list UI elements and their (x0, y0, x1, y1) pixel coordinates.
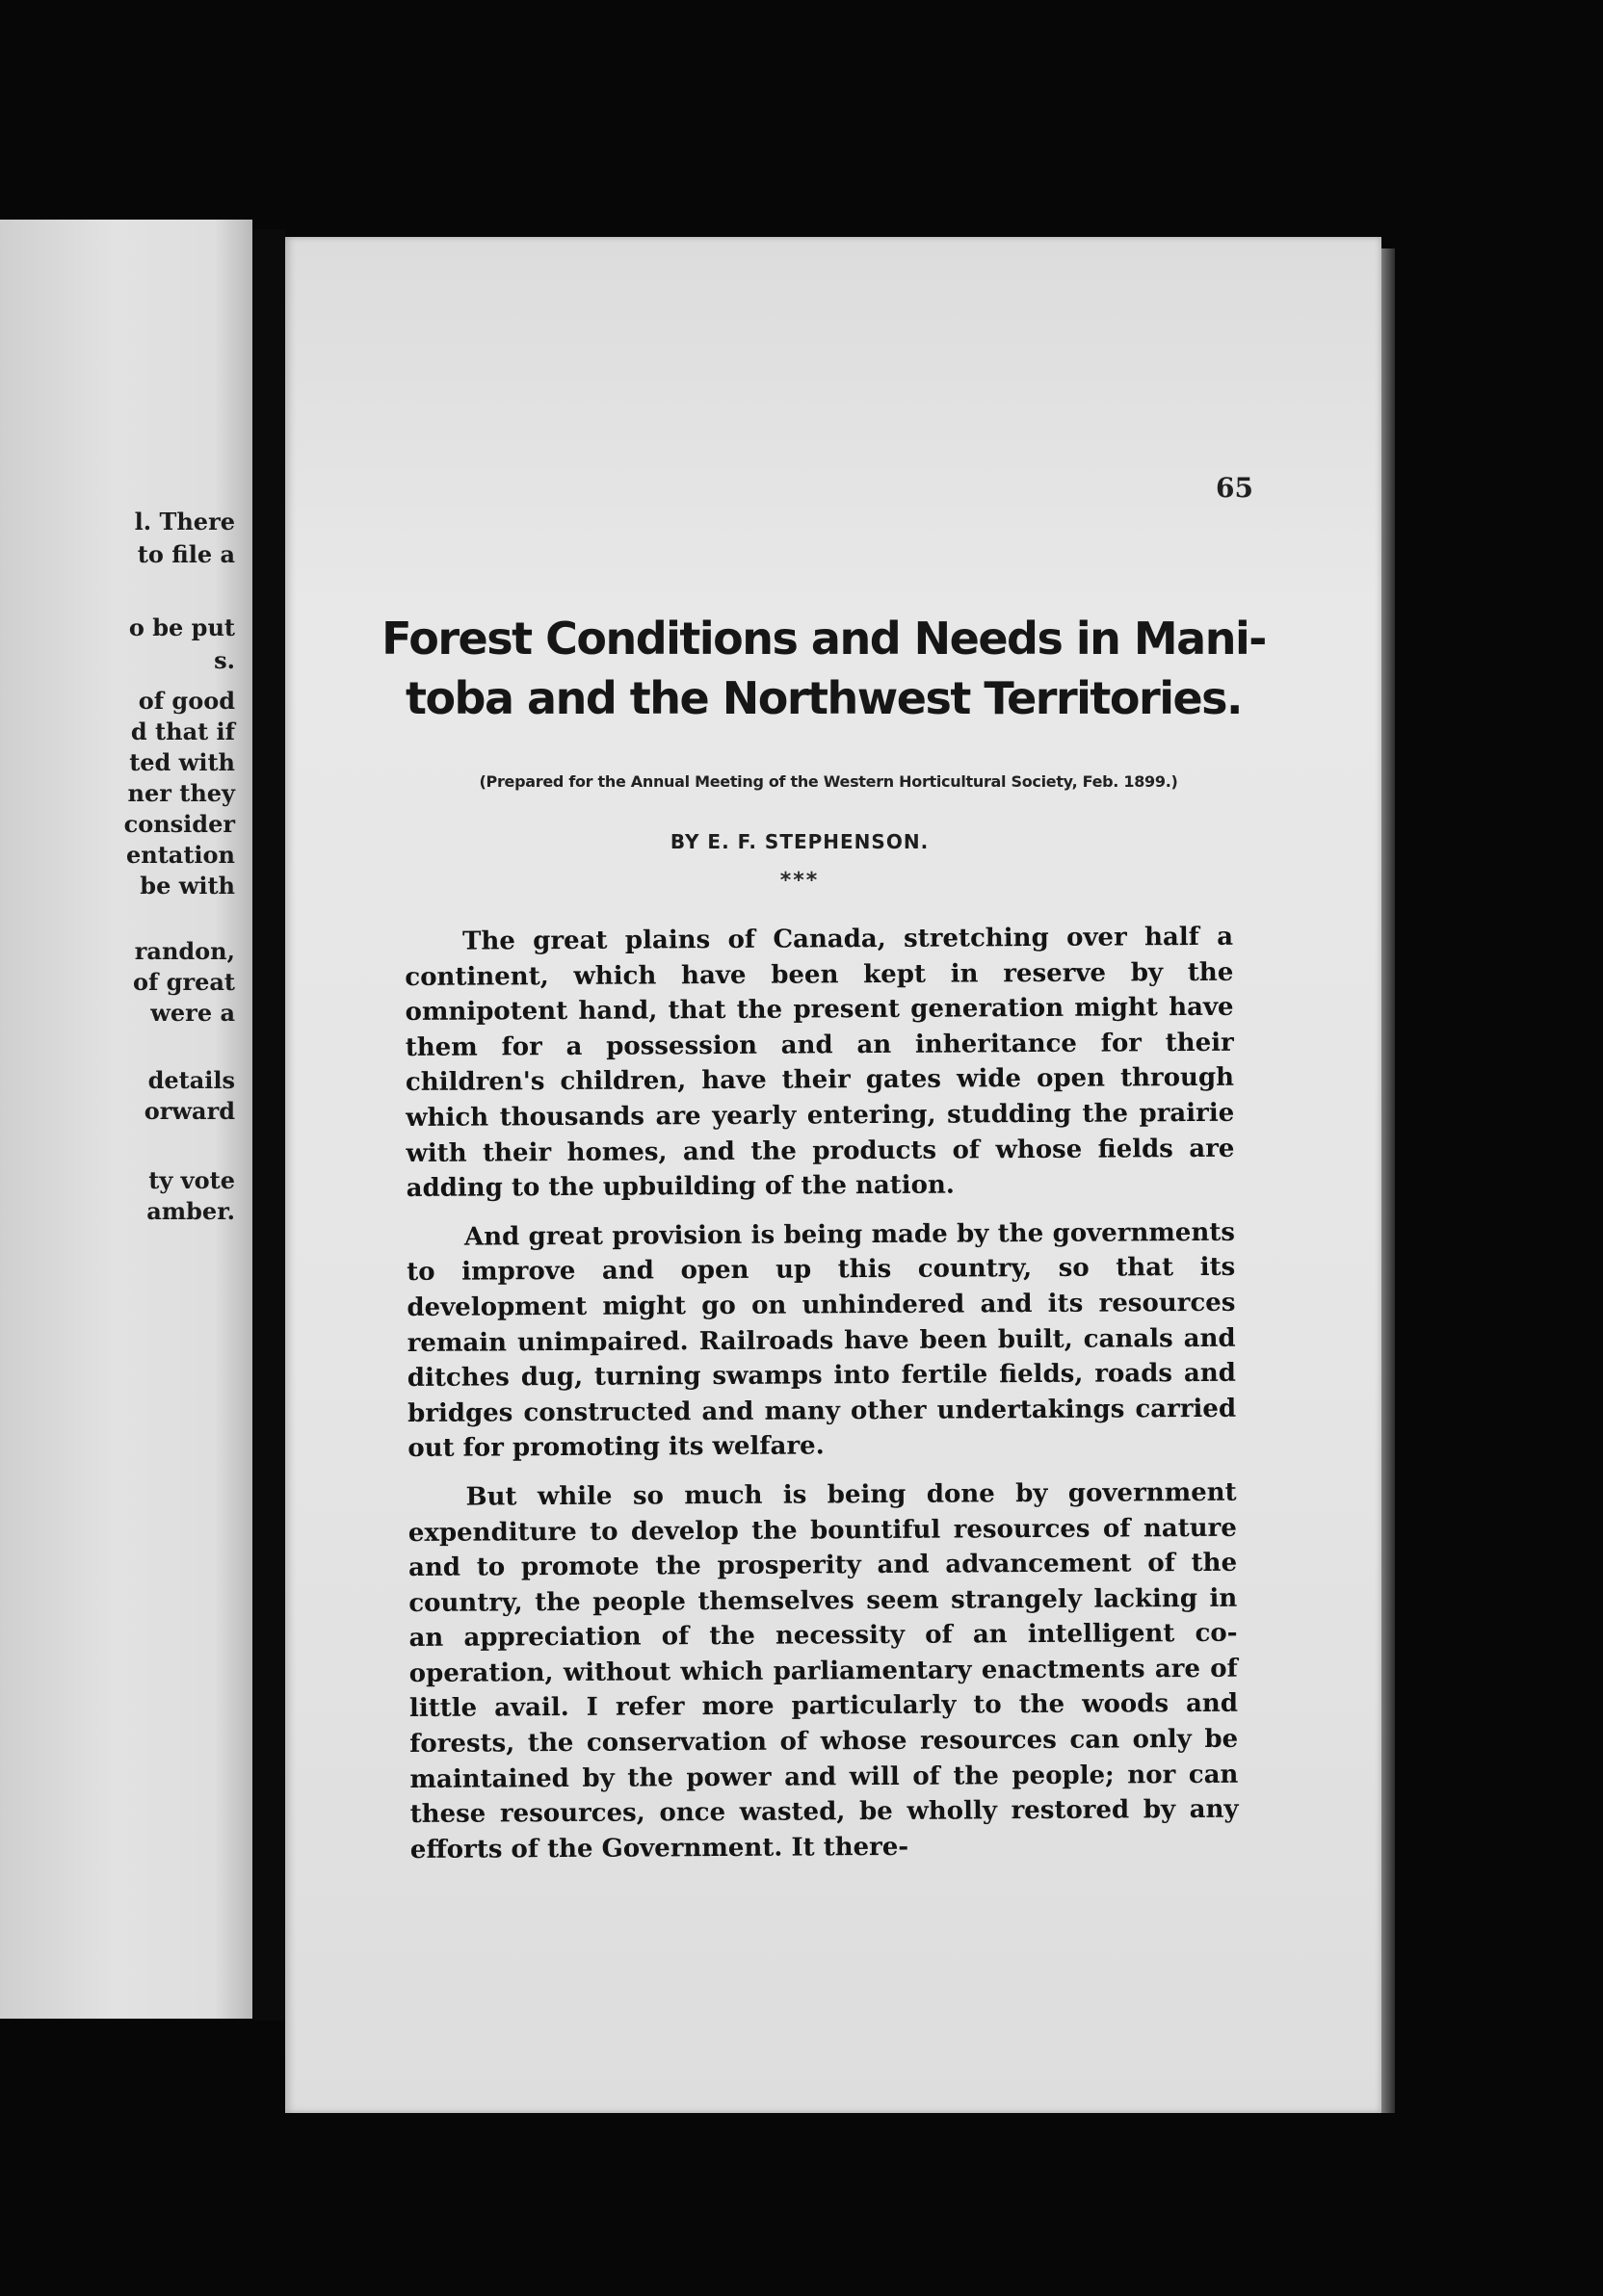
left-page-text-fragment: of great (132, 968, 235, 996)
left-page-text-fragment: l. There (134, 508, 235, 535)
left-page-text-fragment: of good (138, 687, 235, 715)
left-page-text-fragment: o be put (128, 613, 235, 641)
section-ornament: *** (779, 869, 820, 893)
title-line-1: Forest Conditions and Needs in Mani- (381, 613, 1266, 665)
left-page-text-fragment: amber. (146, 1197, 235, 1225)
book-gutter (252, 229, 285, 2021)
left-page-text-fragment: orward (144, 1097, 235, 1125)
left-page-text-fragment: to file a (137, 540, 235, 568)
title-line-2: toba and the Northwest Territories. (405, 672, 1243, 724)
page-number: 65 (1216, 472, 1253, 504)
left-page-text-fragment: details (147, 1066, 235, 1094)
page-edge (1381, 248, 1395, 2113)
left-page-text-fragment: ty vote (148, 1166, 235, 1194)
left-page-text-fragment: be with (140, 872, 235, 900)
left-page-text-fragment: s. (214, 646, 235, 674)
left-page-text-fragment: consider (123, 810, 235, 838)
article-body (405, 920, 1239, 1882)
article-title (376, 609, 1272, 728)
left-page-text-fragment: ted with (129, 748, 235, 776)
paragraph-3: But while so much is being done by government expenditure to develop the bountiful resources of nature and to promote the prosperity and advancement of the country, the people themselves seem strangely lacking in an appreciation of the necessity of an intelligent co-operation, without which parliamentary enactments are of little avail. I refer more particularly to the woods and forests, the conservation of whose resources can only be maintained by the power and will of the people; nor can these resources, once wasted, be wholly restored by any efforts of the Government. It there- (407, 1477, 1239, 1865)
author-byline: BY E. F. STEPHENSON. (670, 830, 930, 853)
article-subtitle: (Prepared for the Annual Meeting of the Western Horticultural Society, Feb. 1899.) (479, 772, 1178, 791)
left-page-text-fragment: entation (125, 841, 235, 869)
paragraph-1: The great plains of Canada, stretching over half a continent, which have been kept in reserve by the omnipotent hand, that the present generation might have them for a possession and an inheritance for their children's children, have their gates wide open through which thousands are yearly entering, studding the prairie with their homes, and the products of whose fields are adding to the upbuilding of the nation. (405, 922, 1235, 1204)
left-page (0, 220, 252, 2019)
left-page-text-fragment: were a (150, 999, 235, 1027)
left-page-text-fragment: ner they (127, 779, 235, 807)
left-page-text-fragment: d that if (130, 718, 235, 745)
paragraph-2: And great provision is being made by the governments to improve and open up this country, so that its development might go on unhindered and its resources remain unimpaired. Railroads have been built, canals and ditches dug, turning swamps into fertile fields, roads and bridges constructed and many other undertakings carried out for promoting its welfare. (407, 1217, 1237, 1464)
left-page-text-fragment: randon, (134, 937, 235, 965)
